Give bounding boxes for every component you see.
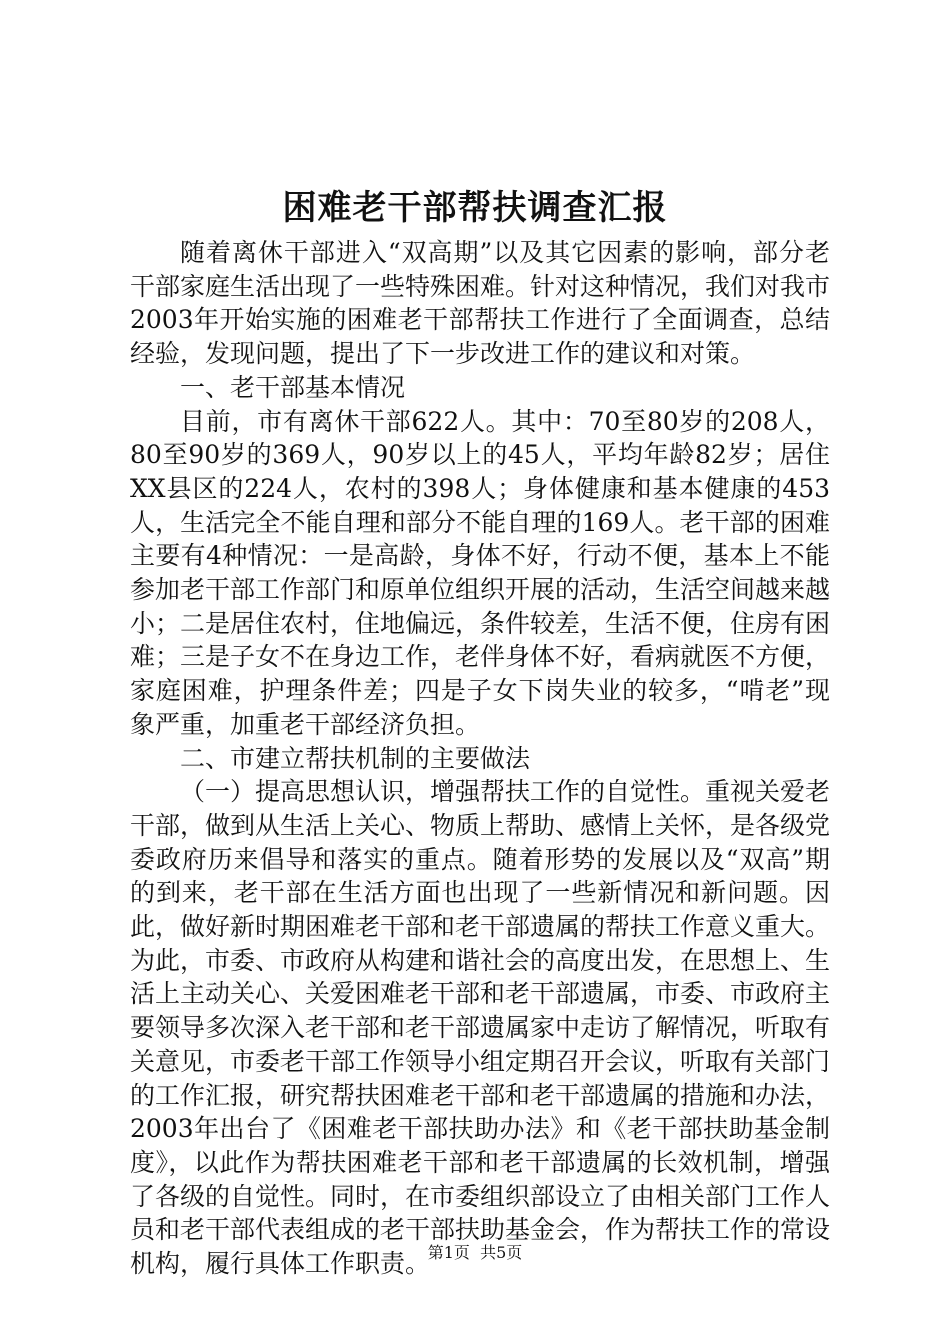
situation-paragraph: 目前，市有离休干部622人。其中：70至80岁的208人，80至90岁的369人，90岁以上的45人，平均年龄82岁；居住XX县区的224人，农村的398人；身体健康和基本健康的453人，生活完全不能自理和部分不能自理的169人。老干部的困难主要有4种情况：一是高龄，身体不好，行动不便，基本上不能参加老干部工作部门和原单位组织开展的活动，生活空间越来越小；二是居住农村，住地偏远，条件较差，生活不便，住房有困难；三是子女不在身边工作，老伴身体不好，看病就医不方便，家庭困难，护理条件差；四是子女下岗失业的较多，“啃老”现象严重，加重老干部经济负担。: [130, 406, 831, 739]
document-title: 困难老干部帮扶调查汇报: [282, 188, 668, 228]
intro-paragraph: 随着离休干部进入“双高期”以及其它因素的影响，部分老干部家庭生活出现了一些特殊困难。针对这种情况，我们对我市2003年开始实施的困难老干部帮扶工作进行了全面调查，总结经验，发现问题，提出了下一步改进工作的建议和对策。: [130, 238, 831, 369]
page-number: 第1页: [427, 1243, 470, 1262]
section-heading-2: 二、市建立帮扶机制的主要做法: [180, 743, 531, 773]
page-total: 共5页: [480, 1243, 523, 1262]
page-footer: [0, 1242, 950, 1264]
document-body: [130, 236, 830, 1281]
section-heading-1: 一、老干部基本情况: [180, 372, 406, 402]
measures-paragraph: （一）提高思想认识，增强帮扶工作的自觉性。重视关爱老干部，做到从生活上关心、物质上帮助、感情上关怀，是各级党委政府历来倡导和落实的重点。随着形势的发展以及“双高”期的到来，老干部在生活方面也出现了一些新情况和新问题。因此，做好新时期困难老干部和老干部遗属的帮扶工作意义重大。为此，市委、市政府从构建和谐社会的高度出发，在思想上、生活上主动关心、关爱困难老干部和老干部遗属，市委、市政府主要领导多次深入老干部和老干部遗属家中走访了解情况，听取有关意见，市委老干部工作领导小组定期召开会议，听取有关部门的工作汇报，研究帮扶困难老干部和老干部遗属的措施和办法，2003年出台了《困难老干部扶助办法》和《老干部扶助基金制度》，以此作为帮扶困难老干部和老干部遗属的长效机制，增强了各级的自觉性。同时，在市委组织部设立了由相关部门工作人员和老干部代表组成的老干部扶助基金会，作为帮扶工作的常设机构，履行具体工作职责。: [130, 777, 831, 1279]
